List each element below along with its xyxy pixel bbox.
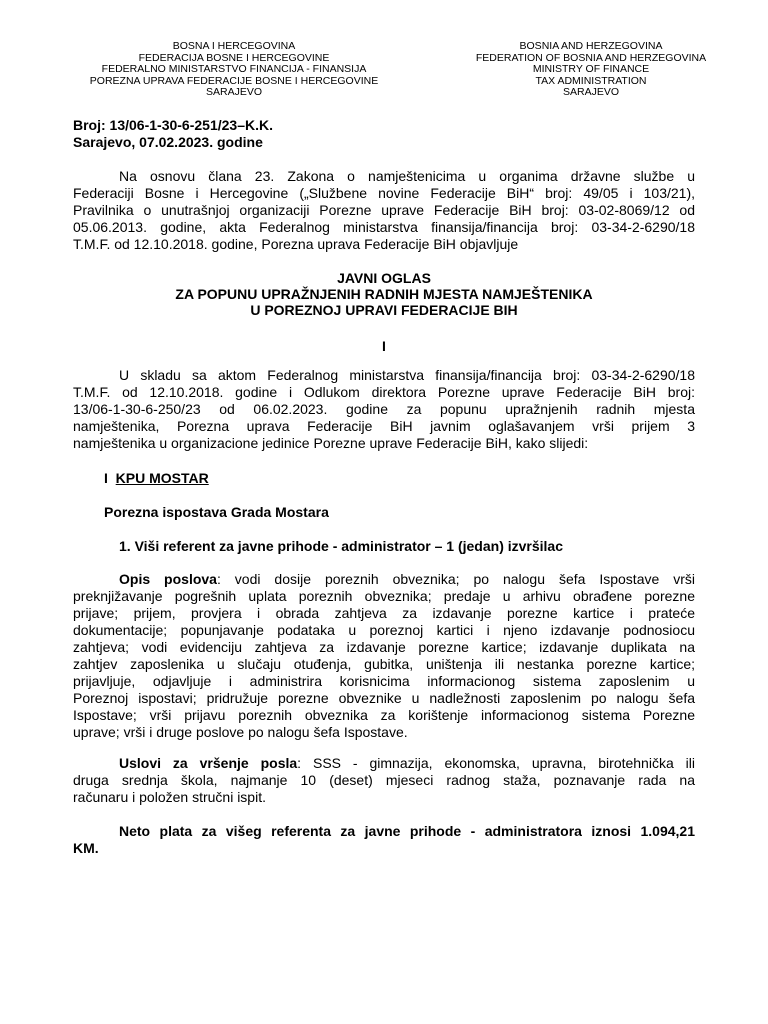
header-left	[78, 41, 390, 99]
salary-line: KM.	[73, 840, 99, 856]
salary-line: Neto plata za višeg referenta za javne prihode - administratora iznosi 1.094,21	[119, 823, 695, 839]
duties-paragraph	[73, 571, 695, 741]
duties-first-text: : vodi dosije poreznih obveznika; po nalogu šefa Ispostave vrši	[216, 571, 695, 587]
main-line: 13/06-1-30-6-250/23 od 06.02.2023. godine za popunu upražnjenih radnih mjesta	[73, 401, 695, 417]
duties-line: prijavljuje, odjavljuje i administrira korisnicima informacionog sistema zaposlenim u	[73, 673, 695, 689]
conditions-line: računaru i položen stručni ispit.	[73, 789, 266, 805]
duties-line: zahtjev zaposlenika u slučaju otuđenja, gubitka, uništenja ili nestanka porezne kartice;	[73, 656, 695, 672]
header-right-line: TAX ADMINISTRATION	[535, 74, 647, 87]
conditions-line: druga srednja škola, najmanje 10 (deset) mjeseci radnog staža, poznavanje rada na	[73, 772, 695, 788]
reference-number: Broj: 13/06-1-30-6-251/23–K.K.	[73, 117, 273, 133]
duties-label: Opis poslova	[119, 571, 217, 587]
title-line: ZA POPUNU UPRAŽNJENIH RADNIH MJESTA NAMJEŠTENIKA	[175, 286, 593, 302]
title-line: U POREZNOJ UPRAVI FEDERACIJE BIH	[250, 302, 518, 318]
position-heading: 1. Viši referent za javne prihode - administrator – 1 (jedan) izvršilac	[119, 538, 564, 554]
duties-line	[73, 571, 695, 588]
duties-line: preknjižavanje pogrešnih uplata poreznih obveznika; predaje u arhivu obrađene porezne	[73, 588, 695, 604]
main-line: namještenika, Porezna uprava Federacije BiH javnim oglašavanjem vrši prijem 3	[73, 418, 695, 434]
document-title	[73, 270, 695, 318]
reference-place-date: Sarajevo, 07.02.2023. godine	[73, 134, 263, 150]
intro-line: Pravilnika o unutrašnjoj organizaciji Porezne uprave Federacije BiH broj: 03-02-8069/12 od	[73, 202, 695, 218]
main-line: T.M.F. od 12.10.2018. godine i Odlukom direktora Porezne uprave Federacije BiH broj:	[73, 384, 695, 400]
header-left-line: BOSNA I HERCEGOVINA	[172, 40, 296, 52]
main-paragraph	[73, 367, 695, 452]
intro-line: 05.06.2013. godine, akta Federalnog ministarstva finansija/financija broj: 03-34-2-6290/18	[73, 219, 695, 235]
header-right-line: SARAJEVO	[562, 86, 620, 99]
section-heading	[104, 470, 209, 486]
salary-paragraph	[73, 823, 695, 857]
conditions-line	[73, 755, 695, 772]
duties-line: Ispostave; vrši prijavu poreznih obveznika za korištenje informacionog sistema Porezne	[73, 707, 695, 723]
title-line: JAVNI OGLAS	[337, 270, 431, 286]
reference-block	[73, 117, 273, 151]
duties-line: dokumentacije; popunjavanje podataka u poreznoj kartici i njeno izdavanje podnosiocu	[73, 622, 695, 638]
conditions-label: Uslovi za vršenje posla	[119, 755, 298, 771]
header-left-line: POREZNA UPRAVA FEDERACIJE BOSNE I HERCEGOVINE	[89, 74, 379, 87]
duties-line: zahtjeva; vodi evidenciju zahtjeva za izdavanje porezne kartice; izdavanje duplikata na	[73, 639, 695, 655]
intro-line: Na osnovu člana 23. Zakona o namještenicima u organima državne službe u	[119, 168, 695, 184]
subsection-heading: Porezna ispostava Grada Mostara	[104, 504, 329, 520]
header-left-line: FEDERALNO MINISTARSTVO FINANCIJA - FINANSIJA	[101, 63, 367, 76]
intro-paragraph	[73, 168, 695, 253]
header-right-line: MINISTRY OF FINANCE	[532, 63, 650, 76]
intro-line: T.M.F. od 12.10.2018. godine, Porezna uprava Federacije BiH objavljuje	[73, 236, 519, 252]
duties-line: uprave; vrši i druge poslove po nalogu šefa Ispostave.	[73, 724, 408, 740]
section-name: KPU MOSTAR	[115, 470, 209, 486]
roman-heading: I	[382, 338, 386, 354]
header-right-line: FEDERATION OF BOSNIA AND HERZEGOVINA	[475, 51, 707, 64]
header-right	[446, 41, 736, 99]
header-left-line: SARAJEVO	[205, 86, 263, 99]
section-number: I	[104, 470, 108, 486]
header-right-line: BOSNIA AND HERZEGOVINA	[519, 40, 663, 52]
conditions-paragraph	[73, 755, 695, 806]
duties-line: Poreznoj ispostavi; pridružuje porezne obveznike u nadležnosti zaposlenim po nalogu šefa	[73, 690, 695, 706]
conditions-first-text: : SSS - gimnazija, ekonomska, upravna, birotehnička ili	[297, 755, 695, 771]
header-left-line: FEDERACIJA BOSNE I HERCEGOVINE	[138, 51, 330, 64]
main-line: U skladu sa aktom Federalnog ministarstva finansija/financija broj: 03-34-2-6290/18	[119, 367, 695, 383]
main-line: namještenika u organizacione jedinice Porezne uprave Federacije BiH, kako slijedi:	[73, 435, 589, 451]
duties-line: prijave; prijem, provjera i obrada zahtjeva za izdavanje porezne kartice i prateće	[73, 605, 695, 621]
intro-line: Federaciji Bosne i Hercegovine („Službene novine Federacije BiH“ broj: 49/05 i 103/21),	[73, 185, 695, 201]
